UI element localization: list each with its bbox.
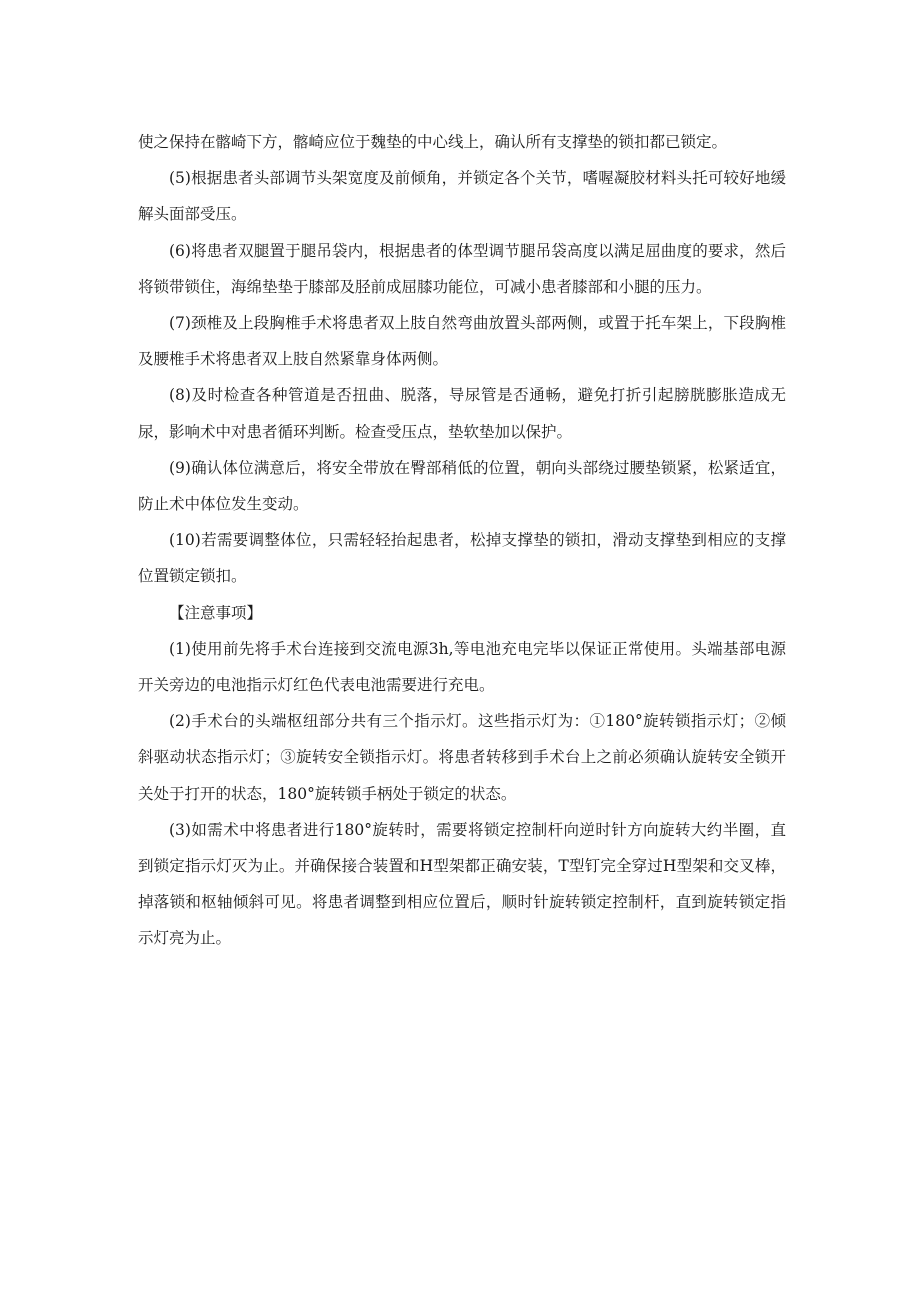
notes-heading: 【注意事项】 (169, 603, 263, 622)
paragraph-step-8: (8)及时检查各种管道是否扭曲、脱落，导尿管是否通畅，避免打折引起膀胱膨胀造成无尿，影响术中对患者循环判断。检查受压点，垫软垫加以保护。 (138, 386, 786, 441)
paragraph-step-7: (7)颈椎及上段胸椎手术将患者双上肢自然弯曲放置头部两侧，或置于托车架上，下段胸椎及腰椎手术将患者双上肢自然紧靠身体两侧。 (138, 314, 786, 369)
note-3: (3)如需术中将患者进行180°旋转时，需要将锁定控制杆向逆时针方向旋转大约半圈，直到锁定指示灯灭为止。并确保接合装置和H型架都正确安装，T型钉完全穿过H型架和交叉棒，掉落锁和枢轴倾斜可见。将患者调整到相应位置后，顺时针旋转锁定控制杆，直到旋转锁定指示灯亮为止。 (138, 820, 786, 948)
paragraph-step-9: (9)确认体位满意后，将安全带放在臀部稍低的位置，朝向头部绕过腰垫锁紧，松紧适宜，防止术中体位发生变动。 (138, 458, 786, 514)
note-1: (1)使用前先将手术台连接到交流电源3h,等电池充电完毕以保证正常使用。头端基部电源开关旁边的电池指示灯红色代表电池需要进行充电。 (138, 639, 786, 695)
paragraph-step-5: (5)根据患者头部调节头架宽度及前倾角，并锁定各个关节，嗜喔凝胶材料头托可较好地缓解头面部受压。 (138, 169, 786, 224)
paragraph-step-6: (6)将患者双腿置于腿吊袋内，根据患者的体型调节腿吊袋高度以满足屈曲度的要求，然后将锁带锁住，海绵垫垫于膝部及胫前成屈膝功能位，可减小患者膝部和小腿的压力。 (138, 241, 786, 296)
document-page (138, 124, 786, 957)
paragraph-continuation: 使之保持在髂崎下方，髂崎应位于魏垫的中心线上，确认所有支撑垫的锁扣都已锁定。 (138, 133, 728, 151)
note-2: (2)手术台的头端枢纽部分共有三个指示灯。这些指示灯为：①180°旋转锁指示灯；②倾斜驱动状态指示灯；③旋转安全锁指示灯。将患者转移到手术台上之前必须确认旋转安全锁开关处于打开的状态，180°旋转锁手柄处于锁定的状态。 (138, 712, 786, 803)
paragraph-step-10: (10)若需要调整体位，只需轻轻抬起患者，松掉支撑垫的锁扣，滑动支撑垫到相应的支撑位置锁定锁扣。 (138, 531, 786, 586)
